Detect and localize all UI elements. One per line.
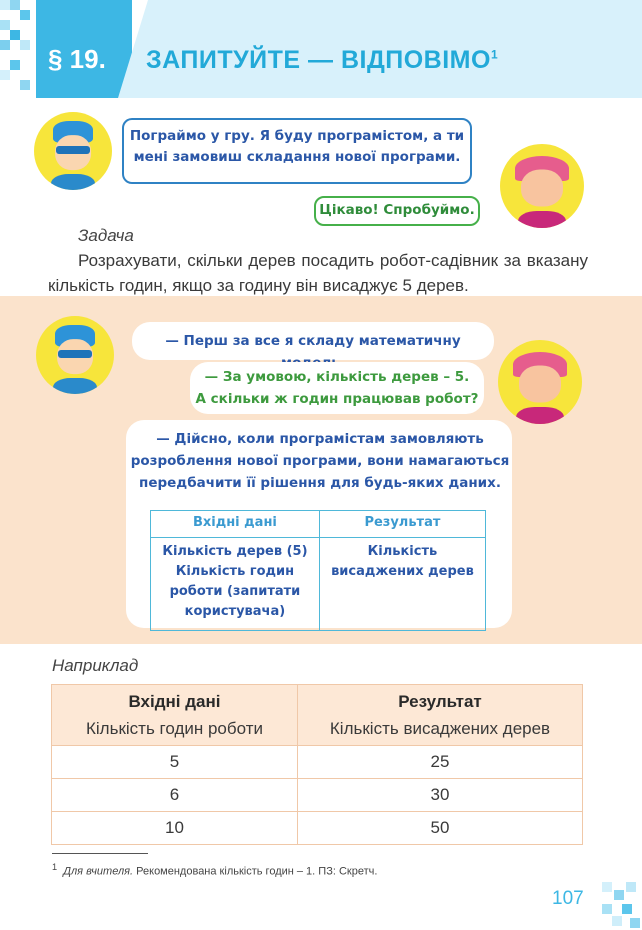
table-row xyxy=(52,812,583,845)
dialog-line-3 xyxy=(130,428,510,494)
table-row xyxy=(52,779,583,812)
example-header-result-title: Результат xyxy=(398,692,482,711)
hours-cell: 5 xyxy=(52,746,298,779)
boy-speech-bubble xyxy=(122,118,472,184)
footnote-mark: 1 xyxy=(52,862,58,872)
example-table xyxy=(51,684,583,845)
girl-avatar-2 xyxy=(498,340,582,424)
trees-cell: 30 xyxy=(298,779,583,812)
boy-avatar xyxy=(34,112,112,190)
model-result-line: висаджених дерев xyxy=(331,564,474,579)
dialog-line-1: — Перш за все я складу математичну xyxy=(165,333,461,349)
table-row xyxy=(52,746,583,779)
model-result-cell xyxy=(319,538,485,631)
footnote-text: Рекомендована кількість годин – 1. ПЗ: Скретч. xyxy=(136,865,378,878)
dialog-line-2 xyxy=(192,366,482,410)
model-input-line: роботи (запитати xyxy=(169,584,301,599)
footnote xyxy=(52,862,377,878)
girl-avatar xyxy=(500,144,584,228)
footnote-divider xyxy=(52,853,148,854)
model-header-input: Вхідні дані xyxy=(151,511,320,538)
page-number: 107 xyxy=(552,888,584,909)
model-input-line: Кількість годин xyxy=(175,564,295,579)
model-result-line: Кількість xyxy=(367,544,438,559)
boy-speech-line-2: мені замовиш складання нової програми. xyxy=(133,149,461,165)
model-input-cell xyxy=(151,538,320,631)
corner-decor xyxy=(600,880,642,930)
title-footnote-mark: 1 xyxy=(490,47,499,62)
trees-cell: 50 xyxy=(298,812,583,845)
task-label: Задача xyxy=(78,226,134,245)
hours-cell: 10 xyxy=(52,812,298,845)
section-header xyxy=(0,0,642,98)
model-header-result: Результат xyxy=(319,511,485,538)
page-title: ЗАПИТУЙТЕ — ВІДПОВІМО$^1$ xyxy=(146,46,499,74)
girl-speech-bubble xyxy=(314,196,480,226)
footnote-label: Для вчителя. xyxy=(63,865,134,878)
boy-speech-line-1: Пограймо у гру. Я буду програмістом, а ти xyxy=(129,128,465,144)
trees-cell: 25 xyxy=(298,746,583,779)
girl-speech-text: Цікаво! Спробуймо. xyxy=(319,202,475,218)
task-text: Розрахувати, скільки дерев посадить робот-садівник за вказану кількість годин, якщо за годину він висаджує 5 дерев. xyxy=(48,251,588,295)
example-header-input-sub: Кількість годин роботи xyxy=(86,719,263,738)
dialog-line-3b: розроблення нової програми, вони намагаються xyxy=(130,453,510,469)
example-header-result xyxy=(298,685,583,746)
model-table xyxy=(150,510,486,631)
example-header-result-sub: Кількість висаджених дерев xyxy=(329,719,551,738)
hours-cell: 6 xyxy=(52,779,298,812)
dialog-line-2a: — За умовою, кількість дерев – 5. xyxy=(204,369,470,385)
example-label: Наприклад xyxy=(52,656,139,675)
dialog-line-2b: А скільки ж годин працював робот? xyxy=(195,391,479,407)
section-number: § 19. xyxy=(48,44,106,74)
example-header-input-title: Вхідні дані xyxy=(128,692,221,711)
dialog-line-3c: передбачити її рішення для будь-яких даних. xyxy=(139,475,501,491)
dialog-line-3a: — Дійсно, коли програмістам замовляють xyxy=(156,431,484,447)
example-header-input xyxy=(52,685,298,746)
model-input-line: Кількість дерев (5) xyxy=(162,544,308,559)
model-input-line: користувача) xyxy=(184,604,286,619)
boy-avatar-2 xyxy=(36,316,114,394)
